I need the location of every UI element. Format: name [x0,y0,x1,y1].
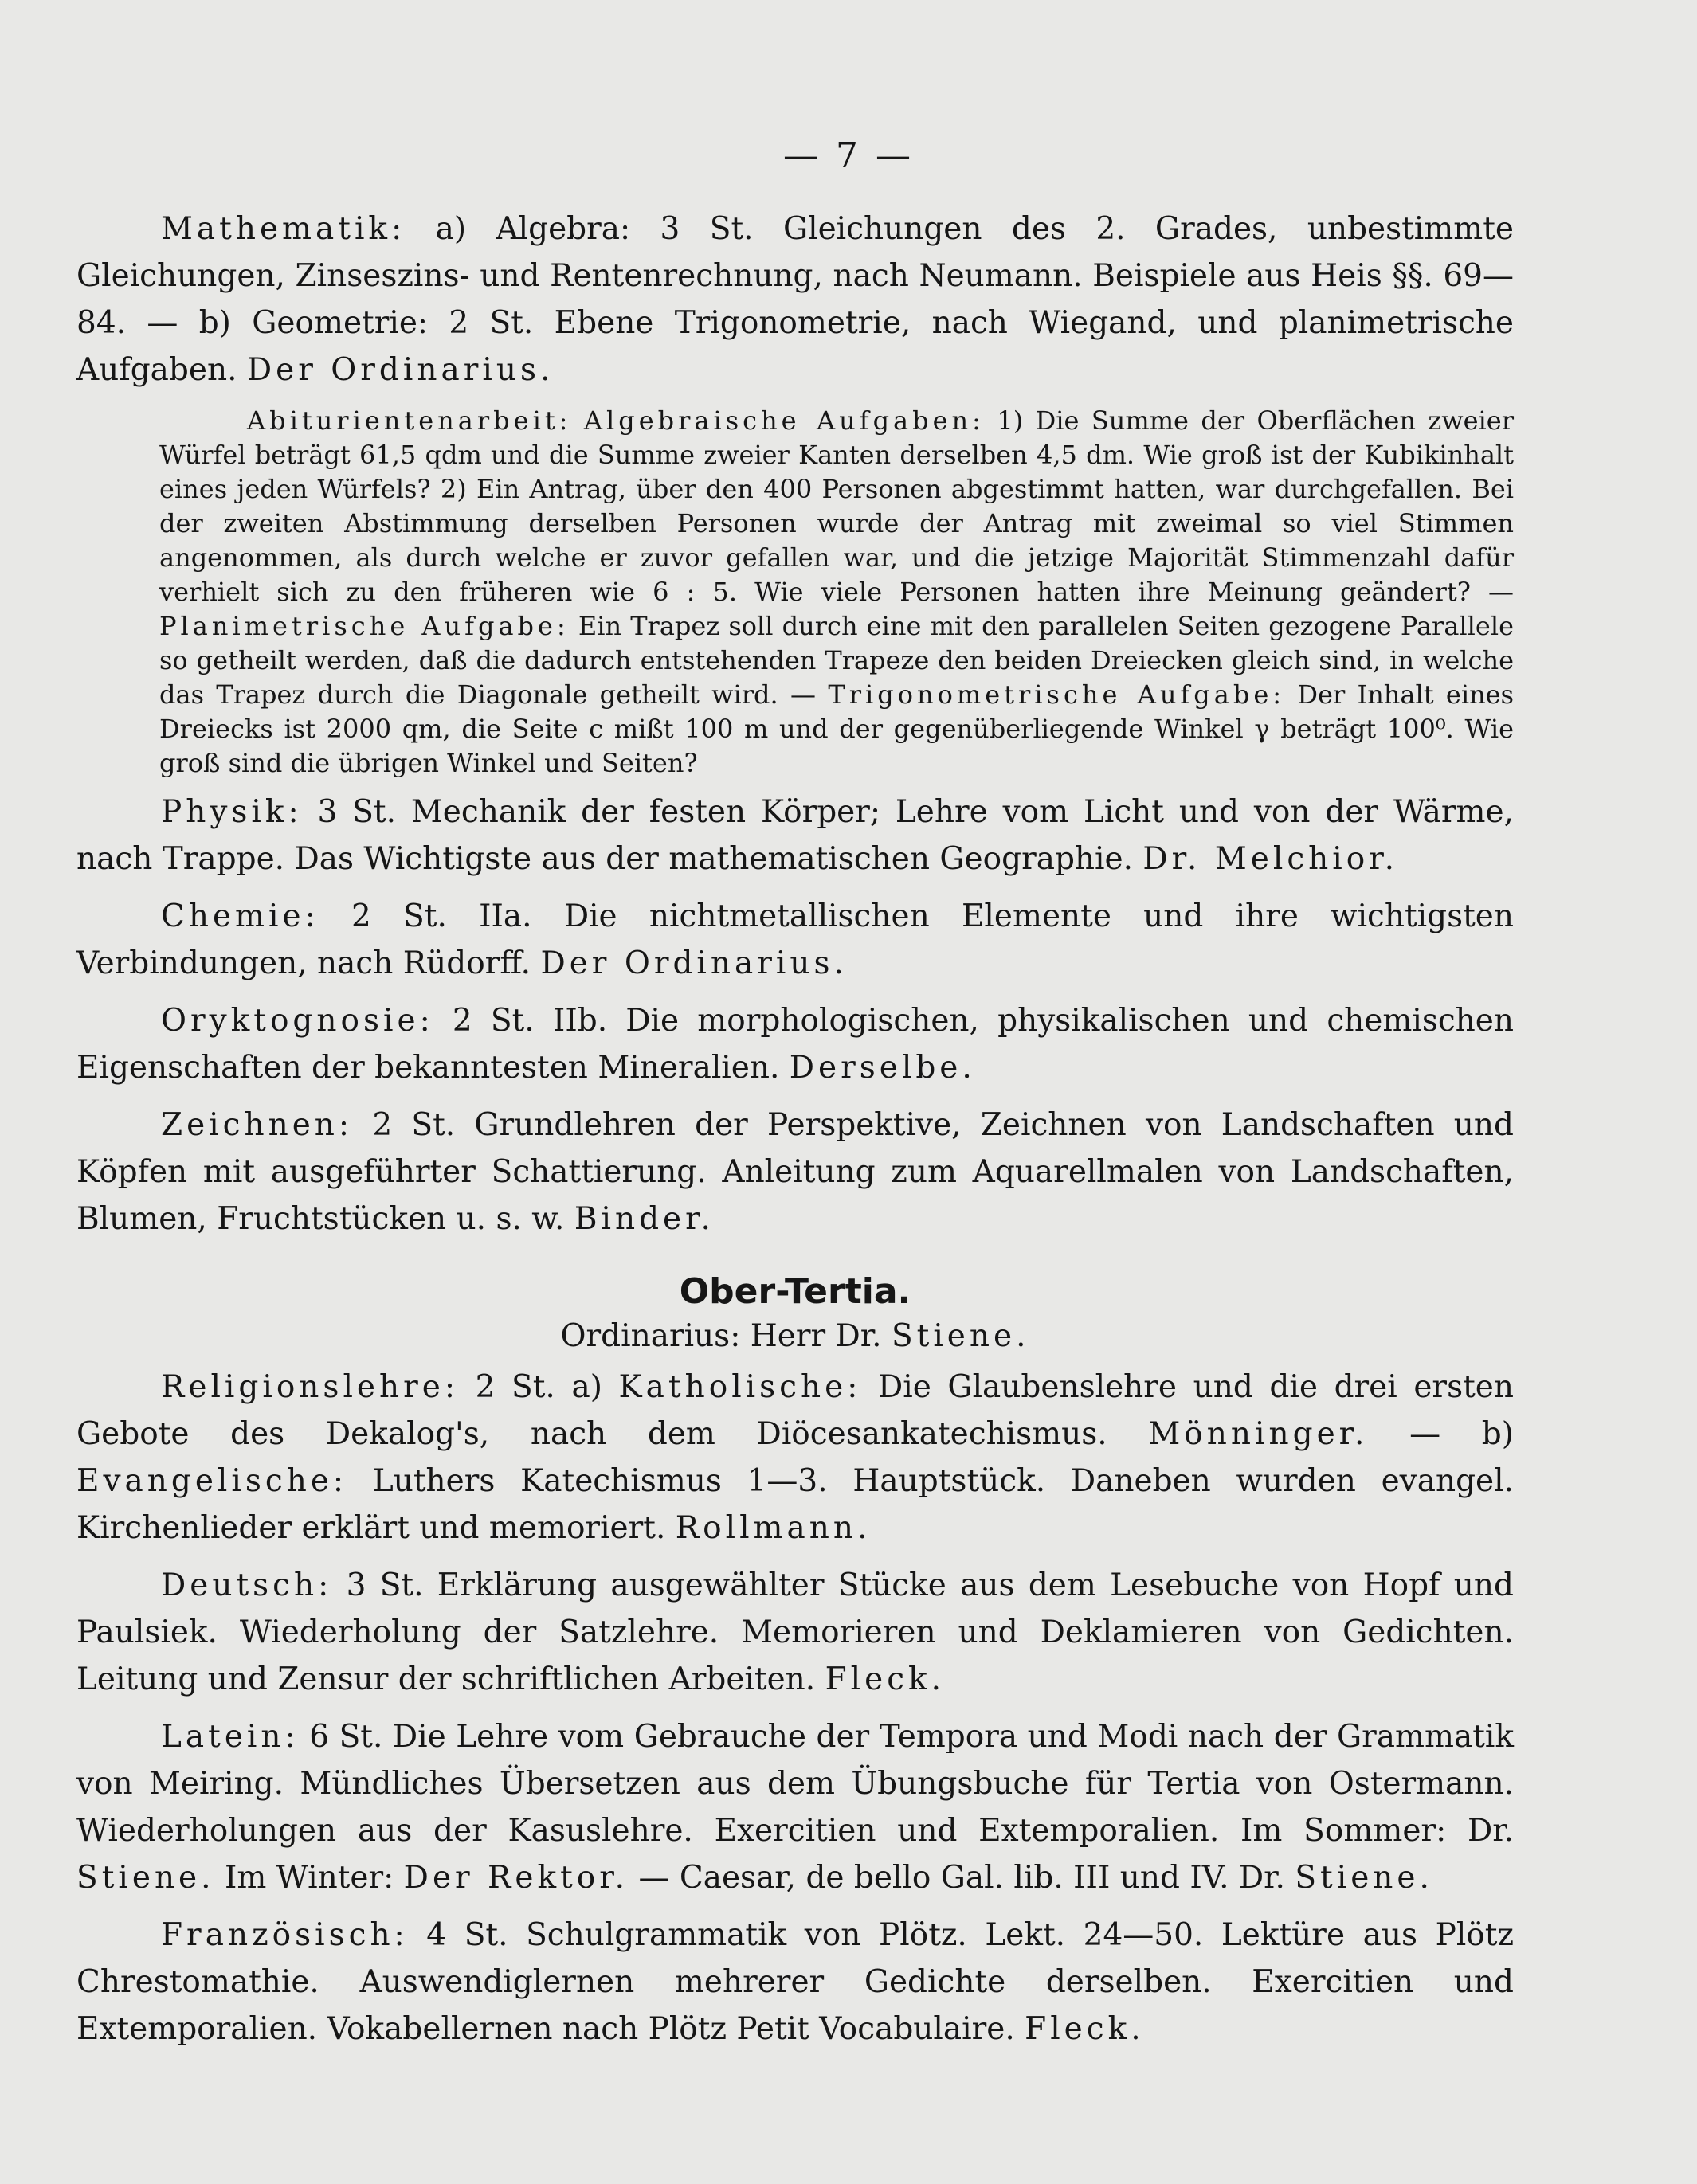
teacher-name: Der Rektor. [403,1860,629,1896]
paragraph-latein [76,1713,1514,1901]
paragraph-religionslehre [76,1364,1514,1552]
teacher-name: Rollmann. [675,1510,872,1546]
paragraph-text: 2 St. IIa. Die nichtmetallischen Elemente und ihre wichtigsten Verbindungen, nach Rüdorff. [76,898,1514,981]
subject-label: Abiturientenarbeit: [247,405,572,436]
paragraph-text: a) Algebra: 3 St. Gleichungen des 2. Grades, unbestimmte Gleichungen, Zinseszins- und Rentenrechnung, nach Neumann. Beispiele aus Heis §§. 69—84. — b) Geometrie: 2 St. Ebene Trigonometrie, nach Wiegand, und planimetrische Aufgaben. [76,211,1514,388]
section-ordinarius [76,1318,1514,1354]
paragraph-text: 2 St. a) [475,1369,602,1405]
subject-label: Physik: [161,794,303,830]
subject-label: Französisch: [161,1917,409,1953]
teacher-name: Stiene. [76,1860,215,1896]
sub-label: Katholische: [618,1369,862,1405]
paragraph-text: 4 St. Schulgrammatik von Plötz. Lekt. 24—50. Lektüre aus Plötz Chrestomathie. Auswendiglernen mehrerer Gedichte derselben. Exercitien und Extemporalien. Vokabellernen nach Plötz Petit Vocabulaire. [76,1917,1514,2047]
subject-label: Religionslehre: [161,1369,459,1405]
subject-label: Zeichnen: [161,1107,354,1143]
teacher-name: Mönninger. [1148,1416,1369,1452]
paragraph-oryktognosie [76,997,1514,1091]
paragraph-text: Der Inhalt eines Dreiecks ist 2000 qm, die Seite c mißt 100 m und der gegenüberliegende Winkel γ beträgt 100⁰. Wie groß sind die übrigen Winkel und Seiten? [159,679,1515,778]
paragraph-zeichnen [76,1102,1514,1243]
subject-label: Chemie: [161,898,319,934]
paragraph-mathematik [76,205,1514,393]
paragraph-text: 6 St. Die Lehre vom Gebrauche der Tempora und Modi nach der Grammatik von Meiring. Mündliches Übersetzen aus dem Übungsbuche für Tertia von Ostermann. Wiederholungen aus der Kasuslehre. Exercitien und Extemporalien. Im Sommer: Dr. [76,1719,1514,1849]
ordinarius-name: Stiene. [891,1318,1030,1354]
teacher-name: Fleck. [825,1661,946,1697]
teacher-name: Binder. [574,1201,715,1237]
subject-label: Latein: [161,1719,300,1755]
paragraph-chemie [76,893,1514,987]
paragraph-physik [76,789,1514,883]
teacher-name: Stiene. [1295,1860,1433,1896]
teacher-name: Der Ordinarius. [540,945,848,981]
paragraph-text: 3 St. Erklärung ausgewählter Stücke aus dem Lesebuche von Hopf und Paulsiek. Wiederholung der Satzlehre. Memorieren und Deklamieren von Gedichten. Leitung und Zensur der schriftlichen Arbeiten. [76,1568,1514,1697]
page-number: — 7 — [783,135,914,176]
subject-label: Deutsch: [161,1568,333,1603]
teacher-name: Dr. Melchior. [1142,841,1398,877]
paragraph-text: Luthers Katechismus 1—3. Hauptstück. Daneben wurden evangel. Kirchenlieder erklärt und memoriert. [76,1463,1514,1546]
paragraph-franzoesisch [76,1912,1514,2053]
sub-label: Evangelische: [76,1463,348,1499]
paragraph-text: Im Winter: [224,1860,394,1896]
teacher-name: Derselbe. [789,1050,976,1086]
paragraph-abiturientenarbeit [76,404,1514,781]
teacher-name: Der Ordinarius. [246,352,555,388]
sub-label: Trigonometrische Aufgabe: [828,679,1286,710]
paragraph-text: Die Glaubenslehre und die drei ersten Gebote des Dekalog's, nach dem Diöcesankatechismus. [76,1369,1514,1452]
paragraph-text: 1) Die Summe der Oberflächen zweier Würfel beträgt 61,5 qdm und die Summe zweier Kanten derselben 4,5 dm. Wie groß ist der Kubikinhalt eines jeden Würfels? 2) Ein Antrag, über den 400 Personen abgestimmt hatten, war durchgefallen. Bei der zweiten Abstimmung derselben Personen wurde der Antrag mit zweimal so viel Stimmen angenommen, als durch welche er zuvor gefallen war, und die jetzige Majorität Stimmenzahl dafür verhielt sich zu den früheren wie 6 : 5. Wie viele Personen hatten ihre Meinung geändert? — [159,405,1515,607]
paragraph-text: — Caesar, de bello Gal. lib. III und IV. Dr. [638,1860,1285,1896]
section-heading: Ober-Tertia. [679,1271,911,1312]
sub-label: Planimetrische Aufgabe: [159,611,570,641]
paragraph-text: 3 St. Mechanik der festen Körper; Lehre vom Licht und von der Wärme, nach Trappe. Das Wichtigste aus der mathematischen Geographie. [76,794,1514,877]
paragraph-deutsch [76,1562,1514,1703]
subject-label: Mathematik: [161,211,406,247]
teacher-name: Fleck. [1025,2011,1145,2047]
paragraph-text: Ein Trapez soll durch eine mit den parallelen Seiten gezogene Parallele so getheilt werden, daß die dadurch entstehenden Trapeze den beiden Dreiecken gleich sind, in welche das Trapez durch die Diagonale getheilt wird. — [159,611,1514,710]
paragraph-text: — b) [1409,1416,1514,1452]
paragraph-text: 2 St. Grundlehren der Perspektive, Zeichnen von Landschaften und Köpfen mit ausgeführter Schattierung. Anleitung zum Aquarellmalen von Landschaften, Blumen, Fruchtstücken u. s. w. [76,1107,1514,1237]
sub-label: Algebraische Aufgaben: [583,405,985,436]
ordinarius-label: Ordinarius: Herr Dr. [560,1318,882,1354]
subject-label: Oryktognosie: [161,1003,434,1039]
page-content [76,205,1514,2063]
paragraph-text: 2 St. IIb. Die morphologischen, physikalischen und chemischen Eigenschaften der bekanntesten Mineralien. [76,1003,1514,1086]
